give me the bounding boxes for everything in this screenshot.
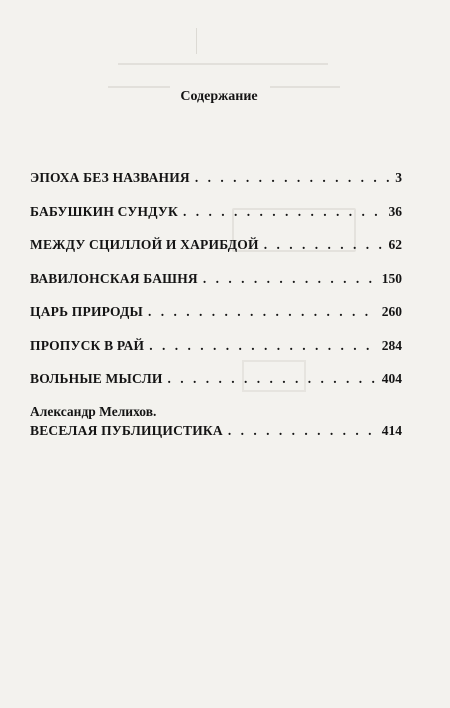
- dot-leader: [148, 304, 377, 320]
- table-of-contents: [30, 170, 402, 456]
- toc-entry[interactable]: [30, 338, 402, 354]
- dot-leader: [183, 204, 384, 220]
- toc-entry[interactable]: [30, 304, 402, 320]
- bleed-through-line: [270, 86, 340, 88]
- toc-entry-title: МЕЖДУ СЦИЛЛОЙ И ХАРИБДОЙ: [30, 237, 259, 252]
- toc-entry-page: 414: [381, 422, 402, 438]
- toc-entry[interactable]: [30, 371, 402, 387]
- toc-entry[interactable]: [30, 204, 402, 220]
- toc-entry[interactable]: [30, 271, 402, 287]
- toc-entry-page: 260: [381, 304, 402, 319]
- toc-entry-page: 62: [388, 237, 402, 252]
- toc-entry-title: ЭПОХА БЕЗ НАЗВАНИЯ: [30, 170, 190, 185]
- toc-entry-page: 36: [388, 203, 402, 219]
- toc-entry-author: Александр Мелихов.: [30, 403, 157, 419]
- dot-leader: [149, 338, 377, 354]
- bleed-through-mark: [196, 28, 197, 54]
- toc-entry-title: ЦАРЬ ПРИРОДЫ: [30, 304, 143, 319]
- toc-entry-title: БАБУШКИН СУНДУК: [30, 203, 178, 219]
- toc-entry-title: ВАВИЛОНСКАЯ БАШНЯ: [30, 270, 198, 286]
- dot-leader: [264, 237, 384, 253]
- toc-entry-title: ПРОПУСК В РАЙ: [30, 337, 145, 353]
- dot-leader: [168, 371, 377, 387]
- toc-entry-page: 284: [381, 337, 402, 353]
- toc-entry[interactable]: [30, 170, 402, 186]
- bleed-through-line: [108, 86, 170, 88]
- toc-entry[interactable]: [30, 237, 402, 253]
- toc-entry-page: 404: [381, 371, 402, 386]
- toc-entry-page: 150: [381, 270, 402, 286]
- toc-entry-title: ВОЛЬНЫЕ МЫСЛИ: [30, 371, 163, 386]
- toc-entry-title: ВЕСЕЛАЯ ПУБЛИЦИСТИКА: [30, 422, 223, 438]
- dot-leader: [228, 423, 377, 439]
- bleed-through-line: [118, 63, 328, 65]
- dot-leader: [203, 271, 377, 287]
- toc-entry-page: 3: [395, 170, 402, 185]
- toc-entry[interactable]: [30, 423, 402, 439]
- page-title: Содержание: [180, 89, 258, 104]
- dot-leader: [195, 170, 390, 186]
